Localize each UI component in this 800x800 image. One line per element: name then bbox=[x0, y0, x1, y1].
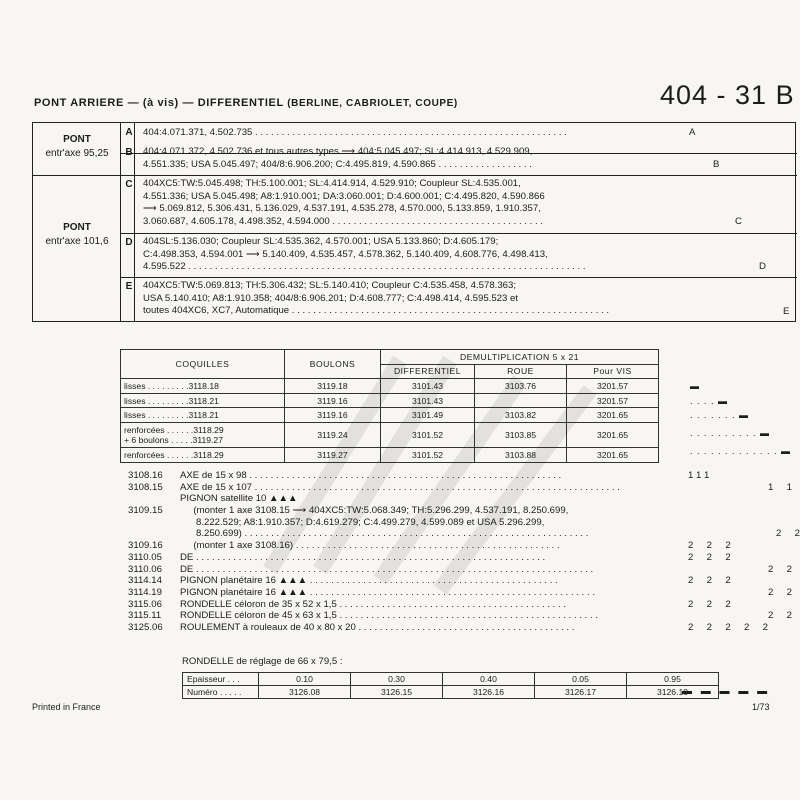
row-letter-a: A bbox=[125, 127, 133, 138]
coquilles-table bbox=[120, 349, 659, 463]
cell-pour-vis: 3201.65 bbox=[567, 408, 659, 423]
row-divider-cd bbox=[121, 233, 797, 234]
washer-applicability-marks: ▬ ▬ ▬ ▬ ▬ bbox=[682, 686, 771, 697]
page-reference: 404 - 31 B bbox=[660, 80, 795, 110]
cell-pour-vis: 3201.65 bbox=[567, 422, 659, 447]
cell-coquilles: renforcées . . . . . .3118.29 bbox=[121, 447, 285, 462]
washer-thickness-label: Epaisseur . . . bbox=[183, 673, 259, 686]
cell-roue: 3103.76 bbox=[475, 379, 567, 394]
list-item bbox=[128, 482, 798, 494]
part-ref: 3108.16 bbox=[128, 470, 163, 481]
cell-roue bbox=[475, 393, 567, 408]
table-row bbox=[183, 686, 719, 699]
washer-thickness-cell: 0.40 bbox=[443, 673, 535, 686]
header-coquilles: COQUILLES bbox=[121, 350, 285, 379]
print-date: 1/73 bbox=[752, 702, 770, 712]
part-desc: 8.250.699) . . . . . . . . . . . . . . . . . . . . . . . . . . . . . . . . . . . . . . . . . . . . . . . . . . . . . . . . . . . . . . . . . bbox=[180, 528, 589, 540]
part-qty: 2 2 bbox=[688, 528, 800, 540]
part-qty: 2 2 2 bbox=[688, 551, 731, 563]
part-qty: 2 2 2 bbox=[688, 598, 731, 610]
list-item bbox=[128, 575, 798, 587]
table-row bbox=[121, 408, 659, 423]
part-desc: PIGNON planétaire 16 ▲▲▲ . . . . . . . . . . . . . . . . . . . . . . . . . . . . . . . . . . . . . . . . . . . . . . . bbox=[180, 575, 558, 587]
part-desc: DE . . . . . . . . . . . . . . . . . . . . . . . . . . . . . . . . . . . . . . . . . . . . . . . . . . . . . . . . . . . . . . . . . . bbox=[180, 551, 546, 563]
table-row bbox=[121, 447, 659, 462]
header-roue: ROUE bbox=[475, 364, 567, 379]
cell-boulons: 3119.16 bbox=[285, 393, 381, 408]
header-differentiel: DIFFERENTIEL bbox=[381, 364, 475, 379]
washer-number-cell: 3126.16 bbox=[443, 686, 535, 699]
table-row bbox=[183, 673, 719, 686]
list-item bbox=[128, 610, 798, 622]
part-ref: 3109.16 bbox=[128, 540, 163, 552]
row-text-c: 404XC5:TW:5.045.498; TH:5.100.001; SL:4.414.914, 4.529.910; Coupleur SL:4.535.001, 4.551.336; USA 5.045.498; A8:1.910.001; DA:3.060.001; D:4.600.001; C:4.495.820, 4.590.866 ⟶ 5.069.812, 5.306.431, 5.136.029, 4.537.191, 4.535.278, 4.570.000, 5.133.859, 1.910.357, 3.060.687, 4.605.178, 4.498.352, 4.594.000 . . . . . . . . . . . . . . . . . . . . . . . . . . . . . . . . . . . . . . . . bbox=[143, 178, 545, 227]
list-item bbox=[128, 517, 798, 529]
pont-group-2 bbox=[33, 221, 121, 249]
part-ref: 3115.11 bbox=[128, 610, 162, 622]
list-item bbox=[128, 599, 798, 611]
cell-roue: 3103.85 bbox=[475, 422, 567, 447]
part-qty: 2 2 2 bbox=[688, 540, 731, 552]
cell-coquilles: lisses . . . . . . . . .3118.21 bbox=[121, 408, 285, 423]
parts-list bbox=[128, 470, 798, 634]
row-letter-e: E bbox=[125, 281, 133, 292]
part-desc: (monter 1 axe 3108.16) . . . . . . . . . . . . . . . . . . . . . . . . . . . . . . . . . . . . . . . . . . . . . . . . . . bbox=[180, 540, 560, 552]
row-divider-de bbox=[121, 277, 797, 278]
part-qty: 2 2 2 bbox=[688, 575, 731, 587]
header-demultiplication: DEMULTIPLICATION 5 x 21 bbox=[381, 350, 659, 365]
pont-group-2-entraxe: entr'axe 101,6 bbox=[45, 236, 109, 247]
washer-number-cell: 3126.08 bbox=[259, 686, 351, 699]
part-qty: 2 2 2 2 2 bbox=[688, 621, 768, 633]
list-item bbox=[128, 587, 798, 599]
part-ref: 3114.14 bbox=[128, 575, 162, 587]
cell-pour-vis: 3201.57 bbox=[567, 393, 659, 408]
applicability-mark: . . . . . . . . . . ▬ bbox=[690, 428, 771, 438]
applicability-mark: . . . . ▬ bbox=[690, 396, 729, 406]
washer-number-cell: 3126.18 bbox=[627, 686, 719, 699]
cell-differentiel: 3101.52 bbox=[381, 447, 475, 462]
row-text-e: 404XC5:TW:5.069.813; TH:5.306.432; SL:5.140.410; Coupleur C:4.535.458, 4.578.363; USA 5.140.410; A8:1.910.358; 404/8:6.906.201; D:4.608.777; C:4.498.414, 4.595.523 et toutes 404XC6, XC7, Automatique . . . . . . . . . . . . . . . . . . . . . . . . . . . . . . . . . . . . . . . . . . . . . . . . . . . . . . . . . . . . bbox=[143, 280, 609, 316]
rondelle-reglage-label: RONDELLE de réglage de 66 x 79,5 : bbox=[182, 656, 343, 667]
cell-pour-vis: 3201.65 bbox=[567, 447, 659, 462]
row-text-d: 404SL:5.136.030; Coupleur SL:4.535.362, 4.570.001; USA 5.133.860; D:4.605.179; C:4.498.353, 4.594.001 ⟶ 5.140.409, 4.535.457, 4.578.362, 5.140.409, 4.608.776, 4.498.413, 4.595.522 . . . . . . . . . . . . . . . . . . . . . . . . . . . . . . . . . . . . . . . . . . . . . . . . . . . . . . . . . . . . . . . . . . . . . . . . . . . bbox=[143, 236, 586, 272]
cell-coquilles: lisses . . . . . . . . .3118.21 bbox=[121, 393, 285, 408]
list-item bbox=[128, 528, 798, 540]
part-ref: 3125.06 bbox=[128, 621, 163, 633]
row-text-a: 404:4.071.371, 4.502.735 . . . . . . . . . . . . . . . . . . . . . . . . . . . . . . . . . . . . . . . . . . . . . . . . . . . . . . . . . . . bbox=[143, 127, 567, 138]
group-divider bbox=[33, 175, 797, 176]
part-desc: ROULEMENT à rouleaux de 40 x 80 x 20 . . . . . . . . . . . . . . . . . . . . . . . . . . . . . . . . . . . . . . . . . bbox=[180, 621, 575, 633]
washer-thickness-cell: 0.10 bbox=[259, 673, 351, 686]
list-item bbox=[128, 470, 798, 482]
part-ref: 3108.15 bbox=[128, 481, 163, 493]
printed-in-france: Printed in France bbox=[32, 702, 101, 712]
cell-differentiel: 3101.52 bbox=[381, 422, 475, 447]
part-qty: 2 2 bbox=[688, 610, 792, 622]
title-text: PONT ARRIERE — (à vis) — DIFFERENTIEL bbox=[34, 97, 284, 109]
part-qty: 1 1 bbox=[688, 481, 792, 493]
page-title bbox=[34, 97, 458, 109]
part-desc: RONDELLE céloron de 45 x 63 x 1,5 . . . . . . . . . . . . . . . . . . . . . . . . . . . . . . . . . . . . . . . . . . . . . . . . . bbox=[180, 610, 598, 622]
cell-boulons: 3119.27 bbox=[285, 447, 381, 462]
list-item bbox=[128, 505, 798, 517]
row-tail-a: A bbox=[689, 127, 696, 138]
cell-boulons: 3119.18 bbox=[285, 379, 381, 394]
table-row bbox=[121, 422, 659, 447]
row-tail-c: C bbox=[735, 216, 742, 227]
applicability-mark: . . . . . . . ▬ bbox=[690, 410, 750, 420]
list-item bbox=[128, 552, 798, 564]
title-subtitle: (BERLINE, CABRIOLET, COUPE) bbox=[287, 98, 458, 109]
pont-group-1-title: PONT bbox=[63, 134, 91, 145]
washer-number-cell: 3126.15 bbox=[351, 686, 443, 699]
header-pour-vis: Pour VIS bbox=[567, 364, 659, 379]
table-row bbox=[121, 393, 659, 408]
part-qty: 2 2 bbox=[688, 586, 792, 598]
part-ref: 3110.06 bbox=[128, 563, 162, 575]
cell-boulons: 3119.16 bbox=[285, 408, 381, 423]
row-text-b: 404:4.071.372, 4.502.736 et tous autres types ⟶ 404:5.045.497; SL:4.414.913, 4.529.909, 4.551.335; USA 5.045.497; 404/8:6.906.200; C:4.495.819, 4.590.865 . . . . . . . . . . . . . . . . . . bbox=[143, 146, 533, 170]
cell-pour-vis: 3201.57 bbox=[567, 379, 659, 394]
part-ref: 3110.05 bbox=[128, 551, 162, 563]
part-desc: DE . . . . . . . . . . . . . . . . . . . . . . . . . . . . . . . . . . . . . . . . . . . . . . . . . . . . . . . . . . . . . . . . . . . . . . . . . . . bbox=[180, 563, 594, 575]
part-ref: 3109.15 bbox=[128, 505, 163, 517]
washer-thickness-cell: 0.05 bbox=[535, 673, 627, 686]
part-desc: PIGNON planétaire 16 ▲▲▲ . . . . . . . . . . . . . . . . . . . . . . . . . . . . . . . . . . . . . . . . . . . . . . . . . . . . . . bbox=[180, 586, 596, 598]
washer-number-cell: 3126.17 bbox=[535, 686, 627, 699]
cell-coquilles: renforcées . . . . . .3118.29 + 6 boulons . . . . .3119.27 bbox=[121, 422, 285, 447]
cell-boulons: 3119.24 bbox=[285, 422, 381, 447]
row-tail-d: D bbox=[759, 261, 766, 272]
cell-coquilles: lisses . . . . . . . . .3118.18 bbox=[121, 379, 285, 394]
washer-number-label: Numéro . . . . . bbox=[183, 686, 259, 699]
list-item bbox=[128, 540, 798, 552]
table-row bbox=[121, 379, 659, 394]
cell-differentiel: 3101.43 bbox=[381, 379, 475, 394]
pont-group-1 bbox=[33, 133, 121, 161]
part-desc: AXE de 15 x 107 . . . . . . . . . . . . . . . . . . . . . . . . . . . . . . . . . . . . . . . . . . . . . . . . . . . . . . . . . . . . . . . . . . . . . bbox=[180, 481, 620, 493]
part-desc: 8.222.529; A8:1.910.357; D:4.619.279; C:4.499.279, 4.599.089 et USA 5.296.299, bbox=[180, 516, 545, 528]
applicability-mark: . . . . . . . . . . . . . ▬ bbox=[690, 446, 792, 456]
washer-thickness-cell: 0.95 bbox=[627, 673, 719, 686]
pont-group-1-entraxe: entr'axe 95,25 bbox=[45, 148, 109, 159]
pont-group-2-title: PONT bbox=[63, 222, 91, 233]
applicability-mark: ▬ bbox=[690, 381, 700, 391]
part-qty: 2 2 bbox=[688, 563, 792, 575]
list-item bbox=[128, 493, 798, 505]
cell-differentiel: 3101.49 bbox=[381, 408, 475, 423]
cell-differentiel: 3101.43 bbox=[381, 393, 475, 408]
header-boulons: BOULONS bbox=[285, 350, 381, 379]
row-letter-c: C bbox=[125, 179, 133, 190]
washer-table bbox=[182, 672, 719, 699]
row-letter-b: B bbox=[125, 147, 133, 158]
cell-roue: 3103.88 bbox=[475, 447, 567, 462]
part-desc: RONDELLE céloron de 35 x 52 x 1,5 . . . . . . . . . . . . . . . . . . . . . . . . . . . . . . . . . . . . . . . . . . . bbox=[180, 598, 567, 610]
part-desc: AXE de 15 x 98 . . . . . . . . . . . . . . . . . . . . . . . . . . . . . . . . . . . . . . . . . . . . . . . . . . . . . . . . . . . bbox=[180, 470, 562, 481]
pont-table bbox=[32, 122, 796, 322]
list-item bbox=[128, 564, 798, 576]
row-tail-b: B bbox=[713, 159, 720, 170]
part-ref: 3114.19 bbox=[128, 586, 162, 598]
part-desc: (monter 1 axe 3108.15 ⟶ 404XC5:TW:5.068.349; TH:5.296.299, 4.537.191, 8.250.699, bbox=[180, 505, 569, 517]
part-ref: 3115.06 bbox=[128, 598, 162, 610]
washer-thickness-cell: 0.30 bbox=[351, 673, 443, 686]
row-letter-d: D bbox=[125, 237, 133, 248]
row-tail-e: E bbox=[783, 306, 790, 317]
part-desc: PIGNON satellite 10 ▲▲▲ bbox=[180, 493, 298, 505]
part-qty: 1 1 1 bbox=[688, 470, 710, 481]
list-item bbox=[128, 622, 798, 634]
cell-roue: 3103.82 bbox=[475, 408, 567, 423]
